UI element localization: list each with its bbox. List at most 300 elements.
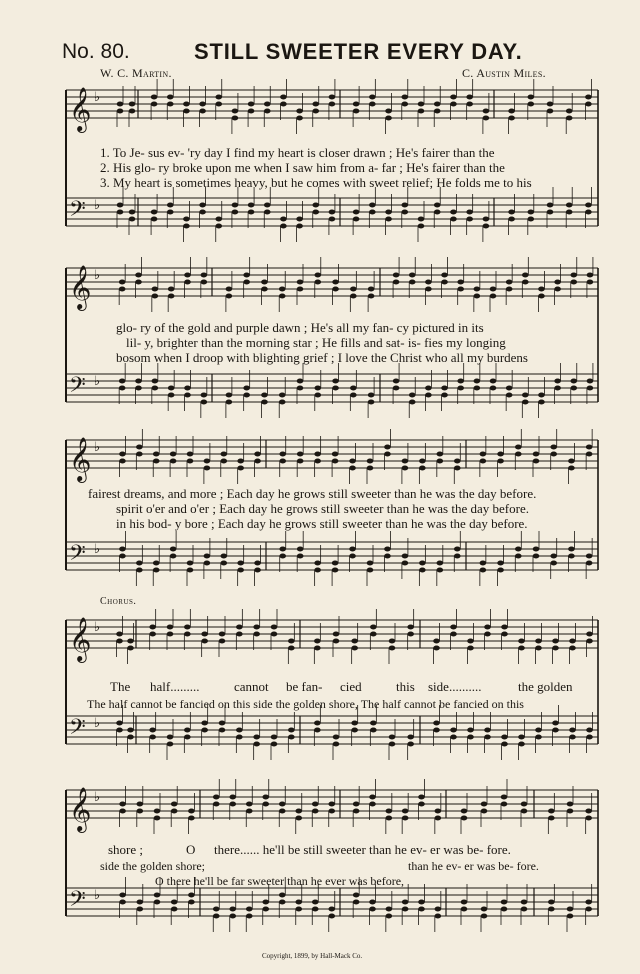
note-head [229, 795, 236, 800]
note-head [312, 900, 319, 905]
note-head [184, 386, 191, 391]
note-head [467, 646, 474, 651]
note-head [585, 809, 592, 814]
chorus-label: Chorus. [100, 596, 137, 607]
note-head [279, 400, 286, 405]
note-head [167, 102, 174, 107]
note-head [402, 459, 409, 464]
note-head [586, 554, 593, 559]
note-head [433, 639, 440, 644]
note-head [566, 116, 573, 121]
note-head [151, 217, 158, 222]
note-head [515, 547, 522, 552]
note-head [522, 400, 529, 405]
note-head [312, 802, 319, 807]
note-head [483, 116, 490, 121]
note-head [137, 802, 144, 807]
note-head [585, 102, 592, 107]
note-head [434, 102, 441, 107]
note-head [349, 554, 356, 559]
note-head [393, 273, 400, 278]
note-head [515, 445, 522, 450]
note-head [264, 102, 271, 107]
note-head [450, 735, 457, 740]
note-head [271, 735, 278, 740]
note-head [515, 452, 522, 457]
copyright-notice: Copyright, 1899, by Hall-Mack Co. [262, 952, 363, 960]
note-head [402, 809, 409, 814]
note-head [201, 280, 208, 285]
note-head [153, 561, 160, 566]
note-head [425, 393, 432, 398]
note-head [262, 795, 269, 800]
note-head [386, 914, 393, 919]
note-head [254, 459, 261, 464]
note-head [568, 554, 575, 559]
bass-clef-icon: 𝄢 [69, 373, 86, 403]
note-head [506, 393, 513, 398]
note-head [554, 280, 561, 285]
note-head [314, 568, 321, 573]
note-head [279, 547, 286, 552]
note-head [236, 728, 243, 733]
note-head [353, 809, 360, 814]
note-head [586, 728, 593, 733]
bass-clef-icon: 𝄢 [69, 887, 86, 917]
chorus-word: shore ; [108, 842, 144, 857]
note-head [402, 816, 409, 821]
note-head [466, 102, 473, 107]
note-head [566, 210, 573, 215]
note-head [441, 273, 448, 278]
note-head [385, 116, 392, 121]
note-head [279, 294, 286, 299]
note-head [199, 102, 206, 107]
note-head [119, 547, 126, 552]
note-head [314, 386, 321, 391]
note-head [393, 280, 400, 285]
note-head [184, 625, 191, 630]
chorus-word: the golden [518, 679, 573, 694]
verse-1-line-2: glo- ry of the gold and purple dawn ; He's all my fan- cy pictured in its [116, 320, 484, 335]
note-head [569, 728, 576, 733]
note-head [367, 466, 374, 471]
note-head [279, 900, 286, 905]
note-head [457, 280, 464, 285]
note-head [567, 802, 574, 807]
note-head [450, 728, 457, 733]
note-head [168, 393, 175, 398]
note-head [418, 907, 425, 912]
note-head [461, 809, 468, 814]
note-head [188, 816, 195, 821]
note-head [254, 452, 261, 457]
note-head [199, 109, 206, 114]
note-head [170, 547, 177, 552]
note-head [434, 109, 441, 114]
note-head [441, 386, 448, 391]
note-head [437, 561, 444, 566]
note-head [199, 203, 206, 208]
note-head [585, 816, 592, 821]
note-head [457, 287, 464, 292]
note-head [154, 900, 161, 905]
note-head [219, 728, 226, 733]
note-head [171, 900, 178, 905]
note-head [288, 646, 295, 651]
note-head [554, 287, 561, 292]
note-head [481, 802, 488, 807]
note-head [586, 452, 593, 457]
note-head [204, 554, 211, 559]
note-head [538, 393, 545, 398]
note-head [450, 625, 457, 630]
note-head [226, 393, 233, 398]
flat-key-signature-icon: ♭ [94, 716, 101, 732]
note-head [461, 900, 468, 905]
note-head [213, 802, 220, 807]
note-head [279, 802, 286, 807]
note-head [314, 459, 321, 464]
note-head [314, 646, 321, 651]
note-head [435, 809, 442, 814]
note-head [484, 735, 491, 740]
note-head [261, 287, 268, 292]
note-head [232, 203, 239, 208]
note-head [201, 400, 208, 405]
note-head [454, 459, 461, 464]
note-head [314, 639, 321, 644]
note-head [550, 554, 557, 559]
note-head [457, 386, 464, 391]
note-head [329, 95, 336, 100]
note-head [119, 554, 126, 559]
note-head [314, 561, 321, 566]
note-head [219, 721, 226, 726]
note-head [522, 273, 529, 278]
note-head [454, 466, 461, 471]
note-head [183, 224, 190, 229]
note-head [188, 809, 195, 814]
note-head [262, 900, 269, 905]
note-head [409, 273, 416, 278]
chorus-word: half......... [150, 679, 200, 694]
note-head [127, 735, 134, 740]
note-head [518, 742, 525, 747]
note-head [521, 900, 528, 905]
note-head [220, 459, 227, 464]
note-head [409, 393, 416, 398]
note-head [552, 639, 559, 644]
note-head [116, 632, 123, 637]
clef-signs [69, 87, 100, 917]
note-head [153, 452, 160, 457]
note-head [418, 102, 425, 107]
note-head [351, 721, 358, 726]
note-head [149, 625, 156, 630]
note-head [152, 386, 159, 391]
note-head [295, 907, 302, 912]
note-head [280, 217, 287, 222]
note-head [570, 280, 577, 285]
note-head [461, 907, 468, 912]
note-head [568, 466, 575, 471]
note-head [552, 721, 559, 726]
note-head [129, 102, 136, 107]
note-head [187, 459, 194, 464]
note-head [280, 224, 287, 229]
note-head [288, 639, 295, 644]
note-head [538, 400, 545, 405]
chorus-word: side.......... [428, 679, 482, 694]
note-head [314, 721, 321, 726]
note-head [135, 273, 142, 278]
note-head [329, 217, 336, 222]
bass-clef-icon: 𝄢 [69, 197, 86, 227]
note-head [570, 273, 577, 278]
note-head [389, 735, 396, 740]
note-head [129, 210, 136, 215]
note-head [229, 914, 236, 919]
note-head [351, 728, 358, 733]
note-head [508, 109, 515, 114]
verse-1-line-1: 1. To Je- sus ev- 'ry day I find my heart is closer drawn ; He's fairer than the [100, 145, 495, 160]
note-head [535, 728, 542, 733]
note-head [314, 280, 321, 285]
note-head [385, 217, 392, 222]
note-head [367, 561, 374, 566]
note-head [474, 294, 481, 299]
note-head [450, 217, 457, 222]
note-head [129, 217, 136, 222]
chorus-word: this [396, 679, 415, 694]
note-head [407, 625, 414, 630]
note-head [295, 816, 302, 821]
note-head [407, 632, 414, 637]
note-head [450, 210, 457, 215]
note-head [184, 393, 191, 398]
note-head [533, 547, 540, 552]
note-head [279, 554, 286, 559]
note-head [312, 809, 319, 814]
note-head [538, 287, 545, 292]
note-head [533, 554, 540, 559]
note-head [490, 386, 497, 391]
note-head [501, 632, 508, 637]
note-head [369, 907, 376, 912]
note-head [425, 386, 432, 391]
note-head [271, 625, 278, 630]
note-head [461, 816, 468, 821]
note-head [466, 217, 473, 222]
note-head [183, 217, 190, 222]
note-head [457, 379, 464, 384]
note-head [481, 809, 488, 814]
note-head [119, 893, 126, 898]
note-head [435, 914, 442, 919]
note-head [333, 639, 340, 644]
note-head [226, 400, 233, 405]
note-head [226, 294, 233, 299]
note-head [350, 287, 357, 292]
note-head [466, 210, 473, 215]
note-head [533, 459, 540, 464]
note-head [501, 735, 508, 740]
note-head [264, 109, 271, 114]
note-head [433, 646, 440, 651]
note-head [351, 646, 358, 651]
note-head [168, 386, 175, 391]
verse-2-line-3: spirit o'er and o'er ; Each day he grows still sweeter than he was the day before. [116, 501, 529, 516]
note-head [467, 728, 474, 733]
note-head [567, 907, 574, 912]
note-head [586, 632, 593, 637]
note-head [369, 203, 376, 208]
note-head [450, 95, 457, 100]
note-head [538, 294, 545, 299]
note-head [518, 639, 525, 644]
note-head [264, 210, 271, 215]
note-head [349, 547, 356, 552]
note-head [533, 452, 540, 457]
note-head [119, 386, 126, 391]
note-head [370, 632, 377, 637]
note-head [480, 568, 487, 573]
note-head [402, 900, 409, 905]
note-head [254, 568, 261, 573]
note-head [393, 386, 400, 391]
note-head [386, 816, 393, 821]
note-head [587, 280, 594, 285]
note-head [297, 280, 304, 285]
note-head [497, 459, 504, 464]
note-head [279, 459, 286, 464]
note-head [167, 203, 174, 208]
note-head [136, 568, 143, 573]
note-head [119, 452, 126, 457]
note-head [367, 459, 374, 464]
chorus-lower-line-1: The half cannot be fancied on this side the golden shore, The half cannot be fancied on this [87, 697, 524, 711]
note-head [328, 802, 335, 807]
note-head [368, 400, 375, 405]
note-head [171, 802, 178, 807]
note-head [550, 452, 557, 457]
note-head [168, 294, 175, 299]
note-head [137, 809, 144, 814]
note-head [535, 646, 542, 651]
note-head [237, 466, 244, 471]
note-head [441, 280, 448, 285]
note-head [297, 452, 304, 457]
note-head [297, 287, 304, 292]
note-head [279, 452, 286, 457]
note-head [188, 900, 195, 905]
note-head [506, 287, 513, 292]
note-head [279, 393, 286, 398]
note-head [467, 639, 474, 644]
note-head [384, 547, 391, 552]
note-head [474, 287, 481, 292]
treble-clef-icon: 𝄞 [69, 787, 92, 831]
note-head [167, 210, 174, 215]
hymn-number: No. 80. [62, 40, 130, 63]
flat-key-signature-icon: ♭ [94, 90, 101, 106]
note-head [232, 109, 239, 114]
note-head [522, 393, 529, 398]
verse-2-line-2: lil- y, brighter than the morning star ; He fills and sat- is- fies my longing [126, 335, 506, 350]
note-head [552, 646, 559, 651]
treble-clef-icon: 𝄞 [69, 437, 92, 481]
note-head [550, 561, 557, 566]
note-head [402, 466, 409, 471]
note-head [522, 280, 529, 285]
note-head [201, 721, 208, 726]
note-head [167, 95, 174, 100]
note-head [171, 809, 178, 814]
note-head [353, 109, 360, 114]
note-head [528, 102, 535, 107]
note-head [419, 568, 426, 573]
note-head [253, 632, 260, 637]
note-head [136, 452, 143, 457]
note-head [518, 735, 525, 740]
note-head [389, 639, 396, 644]
note-head [171, 907, 178, 912]
note-head [369, 102, 376, 107]
flat-key-signature-icon: ♭ [94, 620, 101, 636]
note-head [425, 280, 432, 285]
note-head [236, 625, 243, 630]
flat-key-signature-icon: ♭ [94, 440, 101, 456]
note-head [434, 203, 441, 208]
note-head [215, 217, 222, 222]
note-head [119, 802, 126, 807]
note-head [353, 802, 360, 807]
note-head [566, 109, 573, 114]
note-head [184, 280, 191, 285]
chorus-lower-line-2b: than he ev- er was be- fore. [408, 859, 539, 873]
note-head [119, 280, 126, 285]
note-head [384, 445, 391, 450]
note-head [501, 795, 508, 800]
note-head [328, 809, 335, 814]
note-head [370, 625, 377, 630]
note-head [437, 459, 444, 464]
note-head [117, 109, 124, 114]
note-head [184, 632, 191, 637]
note-head [568, 459, 575, 464]
treble-clef-icon: 𝄞 [69, 265, 92, 309]
note-head [312, 102, 319, 107]
note-head [127, 639, 134, 644]
note-head [474, 386, 481, 391]
note-head [167, 625, 174, 630]
note-head [151, 210, 158, 215]
note-head [261, 400, 268, 405]
note-head [117, 203, 124, 208]
note-head [386, 809, 393, 814]
note-head [484, 728, 491, 733]
verse-3-line-3: in his bod- y bore ; Each day he grows still sweeter than he was the day before. [116, 516, 528, 531]
note-head [521, 907, 528, 912]
note-head [332, 561, 339, 566]
note-head [279, 287, 286, 292]
note-head [515, 554, 522, 559]
note-head [481, 914, 488, 919]
note-head [393, 379, 400, 384]
note-head [585, 203, 592, 208]
note-head [501, 802, 508, 807]
